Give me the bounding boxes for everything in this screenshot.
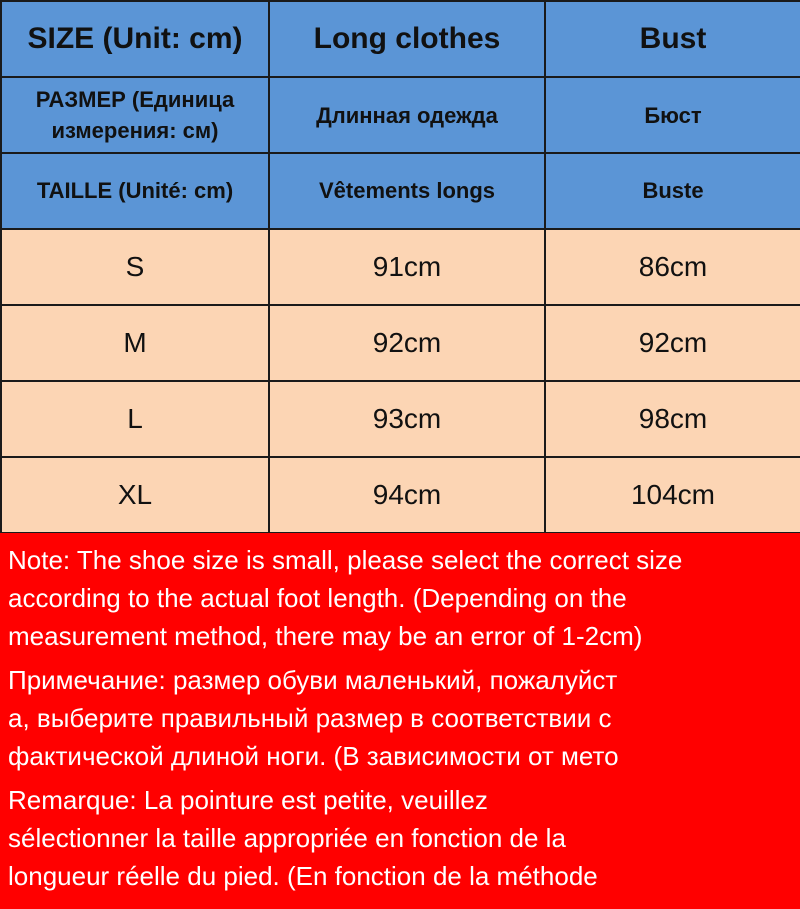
note-line: Note: The shoe size is small, please select the correct size	[8, 545, 683, 575]
header-size: SIZE (Unit: cm)	[1, 1, 269, 77]
length-cell: 91cm	[269, 229, 545, 305]
bust-cell: 92cm	[545, 305, 800, 381]
size-cell: M	[1, 305, 269, 381]
table-row	[1, 229, 800, 305]
bust-cell: 104cm	[545, 457, 800, 533]
note-french	[8, 781, 794, 895]
note-line: а, выберите правильный размер в соответствии с	[8, 703, 612, 733]
size-cell: L	[1, 381, 269, 457]
note-english	[8, 541, 794, 655]
table-row	[1, 381, 800, 457]
header-row-russian	[1, 77, 800, 153]
table-row	[1, 305, 800, 381]
note-russian	[8, 661, 794, 775]
length-cell: 94cm	[269, 457, 545, 533]
bust-cell: 86cm	[545, 229, 800, 305]
note-line: Примечание: размер обуви маленький, пожалуйст	[8, 665, 618, 695]
header-row-english	[1, 1, 800, 77]
bust-cell: 98cm	[545, 381, 800, 457]
size-cell: XL	[1, 457, 269, 533]
header-long-clothes-ru: Длинная одежда	[269, 77, 545, 153]
length-cell: 93cm	[269, 381, 545, 457]
header-size-ru: РАЗМЕР (Единица измерения: см)	[1, 77, 269, 153]
note-line: measurement method, there may be an error of 1-2cm)	[8, 621, 643, 651]
header-size-fr: TAILLE (Unité: cm)	[1, 153, 269, 229]
note-box	[0, 533, 800, 909]
table-row	[1, 457, 800, 533]
length-cell: 92cm	[269, 305, 545, 381]
header-bust: Bust	[545, 1, 800, 77]
header-bust-fr: Buste	[545, 153, 800, 229]
header-long-clothes-fr: Vêtements longs	[269, 153, 545, 229]
header-row-french	[1, 153, 800, 229]
note-line: Remarque: La pointure est petite, veuillez	[8, 785, 488, 815]
note-line: longueur réelle du pied. (En fonction de la méthode	[8, 861, 598, 891]
note-line: sélectionner la taille appropriée en fonction de la	[8, 823, 566, 853]
note-line: according to the actual foot length. (Depending on the	[8, 583, 627, 613]
size-cell: S	[1, 229, 269, 305]
header-long-clothes: Long clothes	[269, 1, 545, 77]
note-line: фактической длиной ноги. (В зависимости от мето	[8, 741, 619, 771]
header-bust-ru: Бюст	[545, 77, 800, 153]
